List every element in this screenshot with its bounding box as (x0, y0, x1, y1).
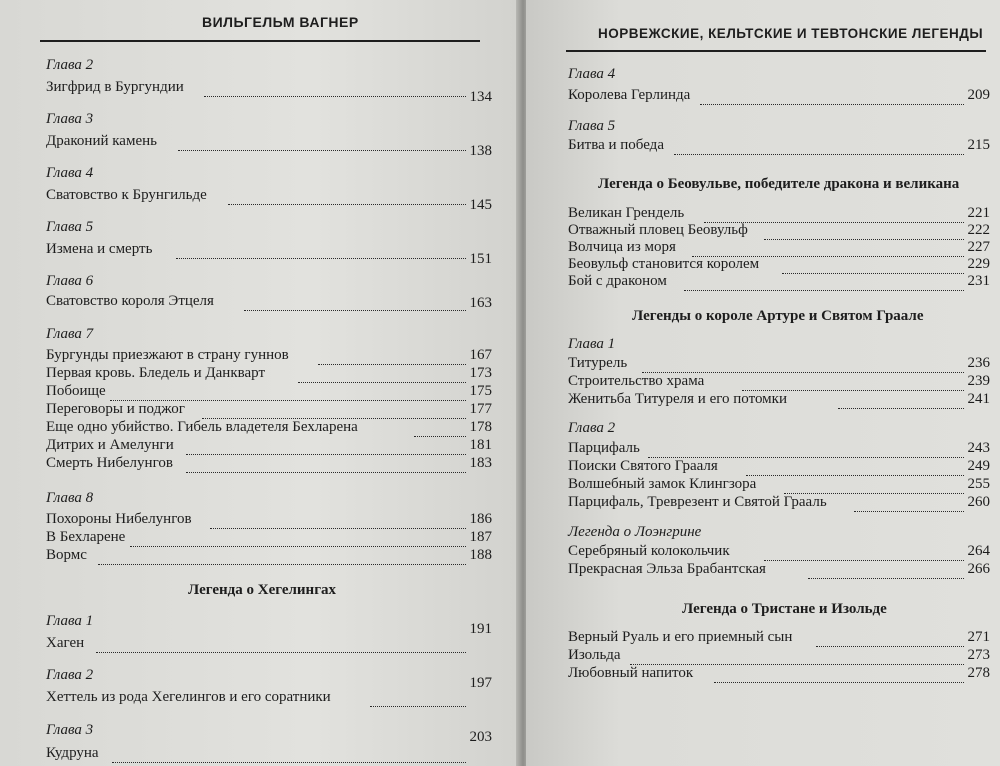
leader-dots (298, 364, 466, 383)
toc-entry[interactable] (46, 132, 492, 159)
toc-entry-title: Битва и победа (568, 137, 664, 153)
leader-dots (186, 454, 466, 473)
toc-entry-page: 197 (469, 675, 492, 691)
toc-entry-title: Первая кровь. Бледель и Данкварт (46, 365, 266, 381)
leader-dots (764, 542, 964, 561)
leader-dots (204, 78, 466, 97)
toc-entry-page: 183 (469, 455, 492, 471)
toc-entry[interactable] (568, 646, 990, 664)
right-page (526, 0, 1000, 766)
section-title: Легенда о Тристане и Изольде (682, 601, 887, 617)
section-title: Легенда о Хегелингах (188, 582, 337, 598)
chapter-label: Глава 8 (46, 490, 94, 506)
chapter-label: Глава 4 (46, 165, 94, 181)
leader-dots (642, 354, 964, 373)
leader-dots (210, 510, 466, 529)
toc-entry-title: Волшебный замок Клингзора (568, 476, 757, 492)
toc-entry[interactable] (568, 204, 990, 222)
toc-entry[interactable] (568, 475, 990, 493)
toc-entry-title: Верный Руаль и его приемный сын (568, 629, 793, 645)
toc-entry-page: 264 (967, 543, 990, 559)
toc-entry[interactable] (568, 255, 990, 273)
leader-dots (674, 136, 964, 155)
toc-entry[interactable] (568, 272, 990, 290)
toc-entry-page: 203 (469, 729, 492, 745)
toc-entry-page: 177 (469, 401, 492, 417)
leader-dots (648, 439, 964, 458)
toc-entry-page: 239 (967, 373, 990, 389)
leader-dots (178, 132, 466, 151)
right-header-rule (566, 50, 986, 52)
toc-entry-title: Сватовство короля Этцеля (46, 293, 214, 309)
toc-entry-title: Строительство храма (568, 373, 705, 389)
toc-entry-title: Поиски Святого Грааля (568, 458, 718, 474)
toc-entry[interactable] (46, 528, 492, 546)
leader-dots (228, 186, 466, 205)
toc-entry[interactable] (46, 364, 492, 382)
toc-entry-page: 173 (469, 365, 492, 381)
toc-entry[interactable] (46, 240, 492, 267)
leader-dots (714, 664, 964, 683)
toc-entry-title: Зигфрид в Бургундии (46, 79, 184, 95)
toc-entry-title: Парцифаль, Треврезент и Святой Грааль (568, 494, 827, 510)
toc-entry-page: 178 (469, 419, 492, 435)
chapter-label: Легенда о Лоэнгрине (568, 524, 702, 540)
toc-entry-page: 163 (469, 295, 492, 311)
toc-entry-page: 273 (967, 647, 990, 663)
chapter-label: Глава 2 (46, 57, 94, 73)
chapter-label: Глава 3 (46, 722, 94, 738)
toc-entry-page: 188 (469, 547, 492, 563)
toc-entry[interactable] (568, 136, 990, 154)
leader-dots (370, 688, 466, 707)
toc-entry-page: 221 (967, 205, 990, 221)
toc-entry-page: 231 (967, 273, 990, 289)
toc-entry-title: Великан Грендель (568, 205, 685, 221)
toc-entry[interactable] (568, 86, 990, 104)
toc-entry-title: Отважный пловец Беовульф (568, 222, 748, 238)
toc-entry[interactable] (568, 628, 990, 646)
section-title: Легенда о Беовульве, победителе дракона и великана (598, 176, 960, 192)
chapter-label: Глава 1 (46, 613, 94, 629)
toc-entry[interactable] (46, 418, 492, 436)
toc-entry-page: 266 (967, 561, 990, 577)
toc-entry[interactable] (46, 510, 492, 528)
leader-dots (96, 634, 466, 653)
toc-entry-title: Беовульф становится королем (568, 256, 760, 272)
toc-entry-title: Еще одно убийство. Гибель владетеля Бехларена (46, 419, 358, 435)
toc-entry-title: В Бехларене (46, 529, 126, 545)
toc-entry-page: 271 (967, 629, 990, 645)
toc-entry-title: Любовный напиток (568, 665, 694, 681)
toc-entry-title: Переговоры и поджог (46, 401, 185, 417)
chapter-label: Глава 5 (568, 118, 616, 134)
toc-entry-page: 255 (967, 476, 990, 492)
toc-entry-title: Сватовство к Брунгильде (46, 187, 207, 203)
toc-entry[interactable] (568, 664, 990, 682)
leader-dots (746, 457, 964, 476)
toc-entry-title: Серебряный колокольчик (568, 543, 730, 559)
left-header-rule (40, 40, 480, 42)
chapter-label: Глава 1 (568, 336, 616, 352)
toc-entry-title: Титурель (568, 355, 628, 371)
toc-entry-title: Хаген (46, 635, 85, 651)
leader-dots (816, 628, 964, 647)
toc-entry-page: 241 (967, 391, 990, 407)
toc-entry-title: Драконий камень (46, 133, 157, 149)
toc-entry[interactable] (568, 238, 990, 256)
toc-entry-page: 186 (469, 511, 492, 527)
toc-entry-title: Парцифаль (568, 440, 640, 456)
toc-entry[interactable] (568, 221, 990, 239)
toc-entry-title: Дитрих и Амелунги (46, 437, 174, 453)
toc-entry-title: Волчица из моря (568, 239, 676, 255)
toc-entry-title: Измена и смерть (46, 241, 153, 257)
toc-entry[interactable] (46, 292, 492, 310)
toc-entry[interactable] (568, 390, 990, 408)
toc-entry-page: 187 (469, 529, 492, 545)
leader-dots (112, 744, 466, 763)
toc-entry[interactable] (568, 560, 990, 578)
leader-dots (838, 390, 964, 409)
toc-entry-title: Королева Герлинда (568, 87, 691, 103)
toc-entry[interactable] (568, 354, 990, 372)
leader-dots (244, 292, 466, 311)
toc-entry-page: 243 (967, 440, 990, 456)
toc-entry-title: Побоище (46, 383, 106, 399)
chapter-label: Глава 3 (46, 111, 94, 127)
left-running-header: ВИЛЬГЕЛЬМ ВАГНЕР (202, 14, 359, 30)
toc-entry-title: Бургунды приезжают в страну гуннов (46, 347, 289, 363)
toc-entry-page: 278 (967, 665, 990, 681)
toc-entry-page: 227 (967, 239, 990, 255)
toc-entry[interactable] (46, 454, 492, 472)
chapter-label: Глава 4 (568, 66, 616, 82)
toc-entry-page: 191 (469, 621, 492, 637)
leader-dots (176, 240, 466, 259)
toc-entry[interactable] (46, 78, 492, 105)
toc-entry-page: 167 (469, 347, 492, 363)
toc-entry-title: Хеттель из рода Хегелингов и его соратники (46, 689, 331, 705)
chapter-label: Глава 5 (46, 219, 94, 235)
toc-entry[interactable] (46, 346, 492, 364)
toc-entry[interactable] (568, 493, 990, 511)
leader-dots (318, 346, 466, 365)
toc-entry-page: 236 (967, 355, 990, 371)
toc-entry-page: 151 (469, 251, 492, 267)
toc-entry-page: 222 (967, 222, 990, 238)
toc-entry[interactable] (568, 439, 990, 457)
chapter-label: Глава 7 (46, 326, 94, 342)
leader-dots (808, 560, 964, 579)
toc-entry-page: 229 (967, 256, 990, 272)
toc-entry-page: 145 (469, 197, 492, 213)
leader-dots (130, 528, 466, 547)
section-title: Легенды о короле Артуре и Святом Граале (632, 308, 924, 324)
toc-entry[interactable] (568, 457, 990, 475)
leader-dots (630, 646, 964, 665)
leader-dots (414, 418, 466, 437)
leader-dots (684, 272, 964, 291)
leader-dots (854, 493, 964, 512)
toc-entry-page: 181 (469, 437, 492, 453)
toc-entry-title: Вормс (46, 547, 87, 563)
toc-entry[interactable] (46, 436, 492, 454)
chapter-label: Глава 6 (46, 273, 94, 289)
toc-entry-page: 134 (469, 89, 492, 105)
leader-dots (202, 400, 466, 419)
toc-entry[interactable] (46, 186, 492, 213)
toc-entry-title: Кудруна (46, 745, 99, 761)
toc-entry-page: 175 (469, 383, 492, 399)
toc-entry[interactable] (46, 400, 492, 418)
toc-entry-title: Бой с драконом (568, 273, 667, 289)
toc-entry-page: 138 (469, 143, 492, 159)
leader-dots (110, 382, 466, 401)
toc-entry-page: 215 (967, 137, 990, 153)
toc-entry[interactable] (46, 546, 492, 564)
toc-entry-title: Смерть Нибелунгов (46, 455, 173, 471)
leader-dots (98, 546, 466, 565)
toc-entry-page: 249 (967, 458, 990, 474)
toc-entry[interactable] (568, 542, 990, 560)
chapter-label: Глава 2 (46, 667, 94, 683)
toc-entry-page: 209 (967, 87, 990, 103)
toc-entry-title: Похороны Нибелунгов (46, 511, 192, 527)
toc-entry-title: Прекрасная Эльза Брабантская (568, 561, 766, 577)
leader-dots (784, 475, 964, 494)
leader-dots (742, 372, 964, 391)
toc-entry-page: 260 (967, 494, 990, 510)
toc-entry-title: Женитьба Титуреля и его потомки (568, 391, 787, 407)
toc-entry[interactable] (568, 372, 990, 390)
toc-entry-title: Изольда (568, 647, 621, 663)
leader-dots (186, 436, 466, 455)
leader-dots (700, 86, 964, 105)
right-running-header: НОРВЕЖСКИЕ, КЕЛЬТСКИЕ И ТЕВТОНСКИЕ ЛЕГЕНДЫ (598, 26, 984, 41)
toc-entry[interactable] (46, 382, 492, 400)
chapter-label: Глава 2 (568, 420, 616, 436)
